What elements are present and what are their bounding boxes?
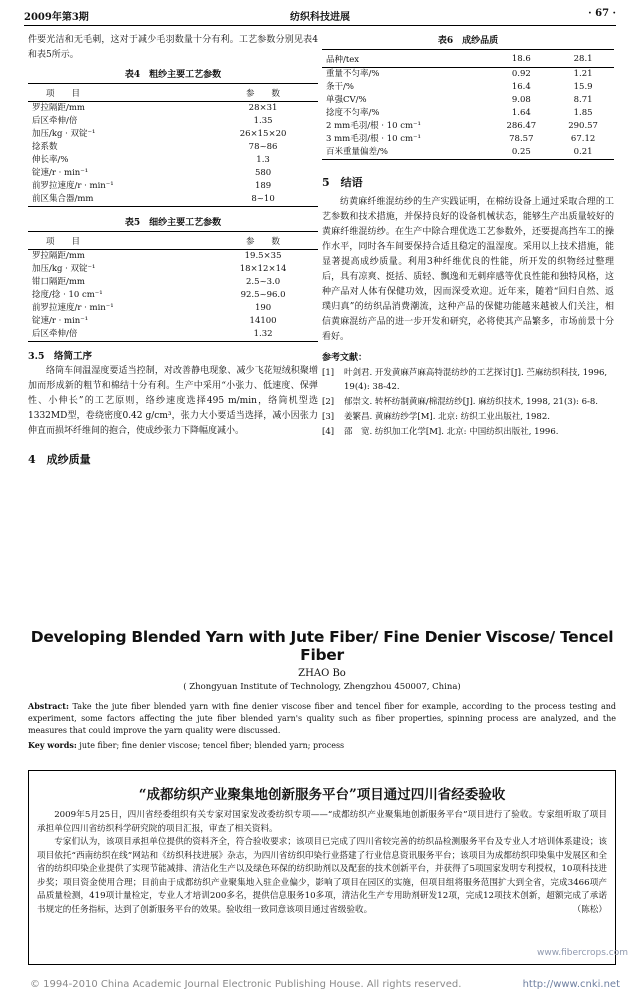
english-title: Developing Blended Yarn with Jute Fiber/ Fine Denier Viscose/ Tencel Fiber [30,628,614,664]
table4-head-item: 项 目 [28,84,208,102]
abstract-text: Take the jute fiber blended yarn with fine denier viscose fiber and tencel fiber for example, according to the process testing and experiment, some factors affecting the jute fiber blended yarn's quality such as fiber properties, spinning process are analyzed, and the measures that could improve the yarn quality were discussed. [28,702,616,735]
issue-label: 2009年第3期 [24,12,89,23]
table5-head-item: 项 目 [28,232,208,250]
english-keywords [28,740,616,750]
news-paragraph-2: 专家们认为，该项目承担单位提供的资料齐全，符合验收要求；该项目已完成了四川省较完善的纺织品检测服务平台及专业人才培训体系建设；该项目依托“西南纺织在线”网站和《纺织科技进展》杂志，为四川省纺织印染行业搭建了行业信息资讯服务平台；该项目为成都纺织印染集中发展区和全省的纺织印染企业提供了实现节能减排、清洁化生产以及绿色环保的纺织助剂以及配套的技术创新平台，并获得了5项国家发明专利授权，10项科技进步奖；项目资金使用合理；目前由于成都纺织产业聚集地入驻企业偏少，影响了项目在园区的实施，但项目组将服务范围扩大到全省，完成3466项产品质量检测，419项计量检定，专业人才培训200多名，提供信息服务10多项，清洁化生产专用助剂研发12项，完成12项技术创新，超额完成了承诺书规定的任务指标，达到了创新服务平台的效果。验收组一致同意该项目通过省级验收。 （陈松） [37,836,607,917]
table-row: 后区牵伸/倍 1.35 [32,116,273,126]
table-row: 罗拉隔距/mm 19.5×35 [32,251,282,261]
table-row: 前罗拉速度/r · min⁻¹ 190 [32,303,272,313]
table-row: 百米重量偏差/% 0.25 0.21 [326,147,593,157]
reference-item: [4] 邵 宽. 纺织加工化学[M]. 北京: 中国纺织出版社, 1996. [322,427,559,437]
footer-link[interactable]: http://www.cnki.net [522,979,620,990]
site-watermark: www.fibercrops.com [537,948,628,958]
table6-caption: 表6 成纱品质 [437,36,499,46]
reference-item: [2] 郁崇文. 转杯纺制黄麻/棉混纺纱[J]. 麻纺织技术, 1998, 21(3): 6-8. [322,397,598,407]
page-number: · 67 · [588,8,616,19]
table-row: 捻度/捻 · 10 cm⁻¹ 92.5~96.0 [32,290,286,300]
news-box [28,770,616,965]
intro-paragraph: 件要光洁和无毛刺，这对于减少毛羽数量十分有利。工艺参数分别见表4和表5所示。 [28,35,318,60]
right-column [322,33,614,440]
table-row: 捻系数 78~86 [32,142,278,152]
english-affiliation: ( Zhongyuan Institute of Technology, Zhengzhou 450007, China) [183,682,461,692]
english-abstract [28,700,616,737]
table-row: 单强CV/% 9.08 8.71 [326,95,593,105]
table6-head-col2: 28.1 [552,50,614,68]
table-row: 罗拉隔距/mm 28×31 [32,103,278,113]
table6-head-variety: 品种/tex [322,50,490,68]
table-row: 3 mm毛羽/根 · 10 cm⁻¹ 78.57 67.12 [326,134,596,144]
table5-head-param: 参 数 [208,232,318,250]
news-paragraph-1: 2009年5月25日，四川省经委组织有关专家对国家发改委纺织专项——“成都纺织产业聚集地创新服务平台”项目进行了验收。专家组听取了项目承担单位四川省纺织科学研究院的项目汇报，审查了相关资料。 [37,810,607,834]
section-3-5-text: 络筒车间温湿度要适当控制，对改善静电现象、减少飞花短绒积聚增加而形成新的粗节和棉结十分有利。生产中采用“小张力、低速度、保弹性、小伸长”的工艺原则，络纱速度选择495 m/min，络筒机型选1332MD型，卷绕密度0.42 g/cm³，张力大小要适当选择，减小因张力伸直而损坏纤维间的抱合，使成纱张力下降幅度减小。 [28,366,318,436]
keywords-label: Key words: [28,740,77,750]
table4-caption: 表4 粗纱主要工艺参数 [124,70,222,80]
table-row: 条干/% 16.4 15.9 [326,82,593,92]
table-row: 锭速/r · min⁻¹ 14100 [32,316,277,326]
table4-head-param: 参 数 [208,84,318,102]
header-rule [24,25,616,26]
news-title: “成都纺织产业聚集地创新服务平台”项目通过四川省经委验收 [138,787,506,803]
table-row: 捻度不匀率/% 1.64 1.85 [326,108,593,118]
table-row: 后区牵伸/倍 1.32 [32,329,273,339]
english-abstract-block [28,628,616,750]
table5-caption: 表5 细纱主要工艺参数 [124,218,222,228]
footer [30,979,620,990]
table6-head-col1: 18.6 [490,50,552,68]
reference-item: [3] 姜繁昌. 黄麻纺纱学[M]. 北京: 纺织工业出版社, 1982. [322,412,550,422]
references-title: 参考文献： [322,353,368,363]
table-row: 加压/kg · 双锭⁻¹ 26×15×20 [32,129,287,139]
table6 [322,49,614,160]
section-4-title: 4 成纱质量 [28,453,91,466]
news-author: （陈松） [572,904,607,915]
table4 [28,83,318,207]
table-row: 锭速/r · min⁻¹ 580 [32,168,272,178]
section-3-5-title: 3.5 络筒工序 [28,351,93,362]
table-row: 加压/kg · 双锭⁻¹ 18×12×14 [32,264,287,274]
table-row: 钳口隔距/mm 2.5~3.0 [32,277,281,287]
table-row: 前区集合器/mm 8~10 [32,194,275,204]
journal-name: 纺织科技进展 [290,12,350,23]
copyright-text: © 1994-2010 China Academic Journal Electronic Publishing House. All rights reserved. [30,979,462,990]
abstract-label: Abstract: [28,701,69,711]
section-5-title: 5 结语 [322,176,363,189]
keywords-text: jute fiber; fine denier viscose; tencel fiber; blended yarn; process [79,741,345,750]
reference-item: [1] 叶剑君. 开发黄麻芦麻高特混纺纱的工艺探讨[J]. 苎麻纺织科技, 1996, 19(4): 38-42. [322,368,608,392]
section-5-text: 纺黄麻纤维混纺纱的生产实践证明，在棉纺设备上通过采取合理的工艺参数和技术措施，并保持良好的设备机械状态，能够生产出质量较好的黄麻纤维混纺纱。在生产中除合理优选工艺参数外，还要提高挡车工的操作水平，同时各车间要保持合适且稳定的温湿度。采用以上技术措施，能显著提高成纱质量。利用3种纤维优良的性能，所开发的织物经过整理后，具有凉爽、挺括、质轻、飘逸和无刺痒感等优良性能和独特风格，这种产品对人体有保健功效，因而深受欢迎。近年来，随着“回归自然、返璞归真”的纺织品消费潮流，这种产品的保健功能越来越被人们关注，相信黄麻混纺产品的进一步开发和研究，必将使其产品繁多，市场前景十分看好。 [322,197,614,342]
table-row: 重量不匀率/% 0.92 1.21 [326,69,593,79]
running-header [24,8,616,22]
table5 [28,231,318,342]
left-column [28,33,318,472]
table-row: 2 mm毛羽/根 · 10 cm⁻¹ 286.47 290.57 [326,121,598,131]
table-row: 伸长率/% 1.3 [32,155,270,165]
english-author: ZHAO Bo [298,668,346,679]
table-row: 前罗拉速度/r · min⁻¹ 189 [32,181,272,191]
